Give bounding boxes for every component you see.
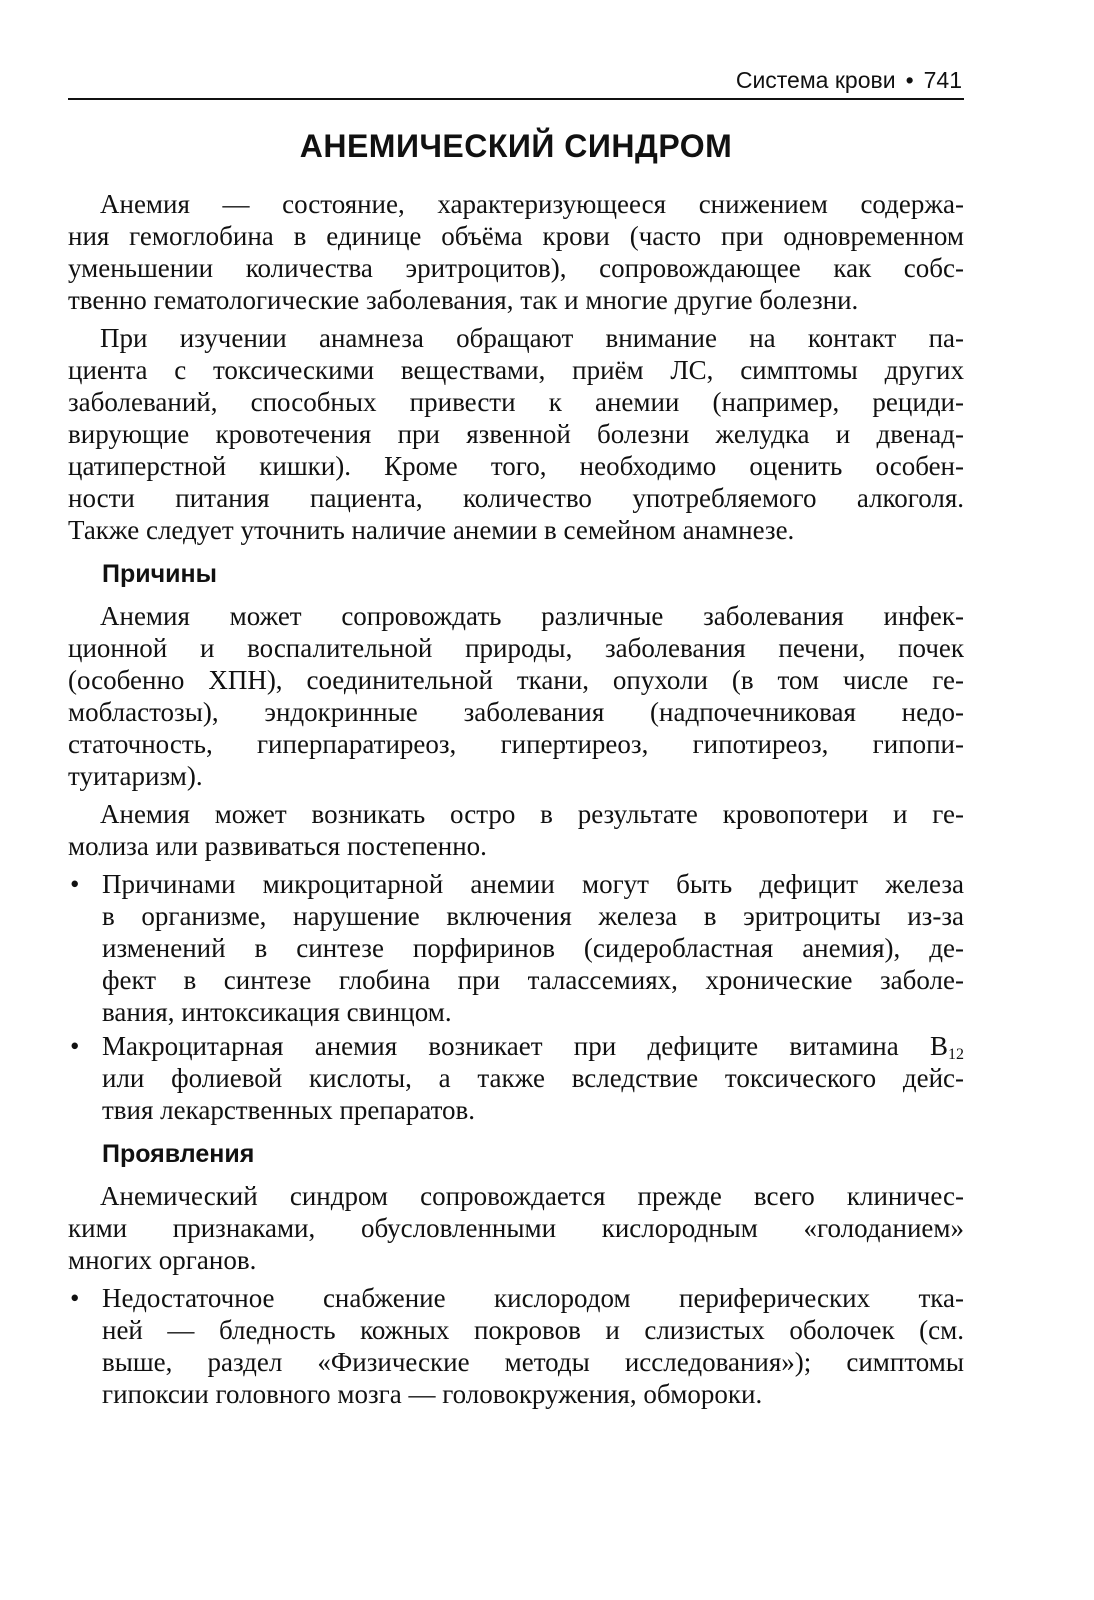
text-line: ней — бледность кожных покровов и слизистых оболочек (см.: [102, 1315, 964, 1345]
text-line: Недостаточное снабжение кислородом периферических тка-: [102, 1283, 964, 1313]
page-number: 741: [923, 67, 962, 93]
text-line: фект в синтезе глобина при талассемиях, хронические заболе-: [102, 965, 964, 995]
text-line: молиза или развиваться постепенно.: [68, 831, 487, 861]
text-line: туитаризм).: [68, 761, 203, 791]
text-line: Анемический синдром сопровождается прежде всего клиничес-: [100, 1181, 964, 1211]
text-line: заболеваний, способных привести к анемии (например, рециди-: [68, 387, 964, 417]
text-line: Анемия может сопровождать различные заболевания инфек-: [100, 601, 964, 631]
list-item: [68, 868, 964, 1028]
text-line: ности питания пациента, количество употребляемого алкоголя.: [68, 483, 964, 513]
section-heading-manifestations: Проявления: [102, 1140, 255, 1168]
text-line: цатиперстной кишки). Кроме того, необходимо оценить особен-: [68, 451, 964, 481]
manifestations-paragraph: [68, 1180, 964, 1276]
text-line: уменьшении количества эритроцитов), сопровождающее как собс-: [68, 253, 964, 283]
text-line: циента с токсическими веществами, приём ЛС, симптомы других: [68, 355, 964, 385]
header-rule: [68, 98, 964, 100]
causes-paragraph-2: [68, 798, 964, 862]
text-line: статочность, гиперпаратиреоз, гипертиреоз, гипотиреоз, гипопи-: [68, 729, 964, 759]
text-line: ционной и воспалительной природы, заболевания печени, почек: [68, 633, 964, 663]
text-line: твия лекарственных препаратов.: [102, 1095, 476, 1125]
text-line: При изучении анамнеза обращают внимание на контакт па-: [100, 323, 964, 353]
text-line: твенно гематологические заболевания, так и многие другие болезни.: [68, 285, 859, 315]
text-line: изменений в синтезе порфиринов (сидеробластная анемия), де-: [102, 933, 964, 963]
chapter-title: АНЕМИЧЕСКИЙ СИНДРОМ: [299, 128, 733, 164]
text-line: многих органов.: [68, 1245, 257, 1275]
text-line: вирующие кровотечения при язвенной болезни желудка и двенад-: [68, 419, 964, 449]
intro-paragraph-2: [68, 322, 964, 546]
section-heading-causes: Причины: [102, 560, 217, 588]
book-page: [68, 66, 964, 1412]
text-line: вания, интоксикация свинцом.: [102, 997, 452, 1027]
bullet-icon: •: [70, 869, 80, 899]
text-line: в организме, нарушение включения железа в эритроциты из-за: [102, 901, 964, 931]
text-fragment: Макроцитарная анемия возникает при дефиците витамина В: [102, 1031, 948, 1061]
text-line: кими признаками, обусловленными кислородным «голоданием»: [68, 1213, 964, 1243]
text-line: или фолиевой кислоты, а также вследствие токсического дейс-: [102, 1063, 964, 1093]
bullet-icon: •: [70, 1031, 80, 1061]
subscript: 12: [948, 1046, 964, 1063]
running-head: [68, 66, 964, 94]
text-line: Анемия — состояние, характеризующееся снижением содержа-: [100, 189, 964, 219]
causes-paragraph-1: [68, 600, 964, 792]
intro-paragraph-1: [68, 188, 964, 316]
running-head-bullet: •: [905, 67, 914, 93]
text-line: (особенно ХПН), соединительной ткани, опухоли (в том числе ге-: [68, 665, 964, 695]
list-item: [68, 1282, 964, 1410]
text-line: выше, раздел «Физические методы исследования»); симптомы: [102, 1347, 964, 1377]
text-line: Причинами микроцитарной анемии могут быть дефицит железа: [102, 869, 964, 899]
running-head-section: Система крови: [735, 67, 896, 93]
text-line: Анемия может возникать остро в результате кровопотери и ге-: [100, 799, 964, 829]
text-line: гипоксии головного мозга — головокружения, обмороки.: [102, 1379, 763, 1409]
text-line: Также следует уточнить наличие анемии в семейном анамнезе.: [68, 515, 795, 545]
bullet-icon: •: [70, 1283, 80, 1313]
text-line: [102, 1030, 964, 1062]
list-item: [68, 1030, 964, 1126]
text-line: ния гемоглобина в единице объёма крови (часто при одновременном: [68, 221, 964, 251]
text-line: мобластозы), эндокринные заболевания (надпочечниковая недо-: [68, 697, 964, 727]
